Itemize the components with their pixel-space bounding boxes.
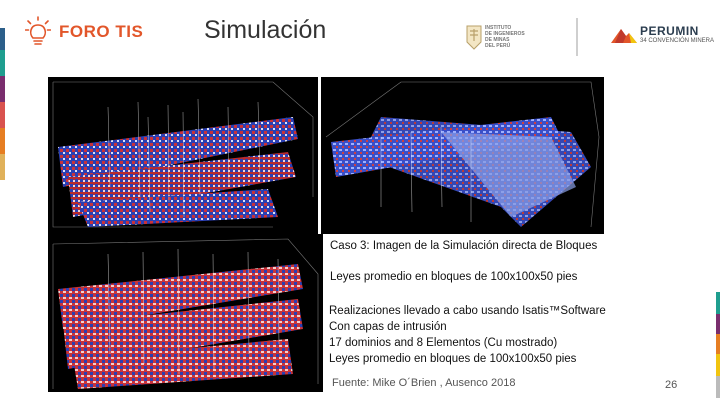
block-simulation-cu-view	[48, 234, 323, 392]
block-simulation-3d-view	[48, 77, 318, 234]
institute-seal-icon	[466, 24, 482, 50]
simulation-image-1	[48, 77, 318, 234]
leyes-caption: Leyes promedio en bloques de 100x100x50 pies	[330, 271, 578, 283]
strip-segment	[716, 314, 720, 334]
foro-tis-logo-text: FORO TIS	[59, 22, 144, 41]
strip-segment	[0, 28, 5, 50]
strip-segment	[716, 354, 720, 376]
foro-tis-logo	[25, 16, 143, 48]
strip-segment	[716, 292, 720, 314]
strip-segment	[0, 102, 5, 128]
mountain-icon	[610, 25, 638, 45]
logo-divider	[576, 18, 578, 56]
perumin-logo	[610, 25, 714, 45]
caso-caption: Caso 3: Imagen de la Simulación directa de Bloques	[330, 240, 598, 252]
page-title: Simulación	[204, 16, 327, 44]
institute-logo-text: INSTITUTO DE INGENIEROS DE MINAS DEL PERÚ	[485, 25, 525, 49]
strip-segment	[0, 50, 5, 76]
strip-segment	[0, 76, 5, 102]
strip-segment	[716, 376, 720, 398]
page-number: 26	[665, 379, 678, 391]
simulation-image-3	[48, 234, 323, 392]
perumin-subtitle: 34 CONVENCIÓN MINERA	[640, 38, 715, 44]
strip-segment	[0, 154, 5, 180]
simulation-image-2	[321, 77, 604, 234]
lightbulb-icon	[25, 16, 51, 48]
block-simulation-intrusion-view	[321, 77, 604, 234]
strip-segment	[716, 334, 720, 354]
source-note: Fuente: Mike O´Brien , Ausenco 2018	[332, 377, 516, 389]
perumin-name: PERUMIN	[640, 24, 699, 38]
details-caption: Realizaciones llevado a cabo usando Isatis™Software Con capas de intrusión 17 dominios and 8 Elementos (Cu mostrado) Leyes promedio en bloques de 100x100x50 pies	[329, 305, 606, 365]
strip-segment	[0, 128, 5, 154]
institute-logo	[466, 24, 525, 50]
